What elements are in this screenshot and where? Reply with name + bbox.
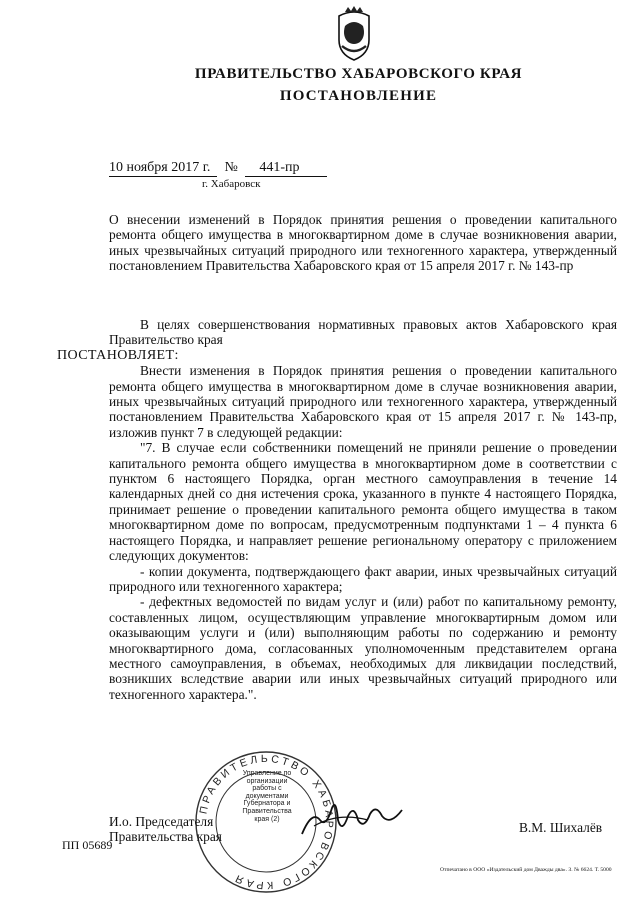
authority-title: ПРАВИТЕЛЬСТВО ХАБАРОВСКОГО КРАЯ <box>194 66 523 82</box>
stamp-ring-text: ПРАВИТЕЛЬСТВО ХАБАРОВСКОГО КРАЯ <box>197 752 336 892</box>
signatory-name: В.М. Шихалёв <box>519 820 603 835</box>
decree-word: ПОСТАНОВЛЯЕТ: <box>57 347 179 363</box>
registry-number: ПП 05689 <box>62 838 113 852</box>
city-label: г. Хабаровск <box>202 178 261 190</box>
signatory-position <box>109 814 222 844</box>
printer-imprint: Отпечатано в ООО «Издательский дом Дважды два». З. № 6624. Т. 5000 <box>440 867 612 873</box>
date-number-line <box>109 160 327 177</box>
coat-of-arms-emblem <box>333 6 375 62</box>
stamp-inner-text: Управление по организации работы с документами Губернатора и Правительства края (2) <box>242 770 292 823</box>
handwritten-signature <box>298 790 408 842</box>
body-paragraph-2: "7. В случае если собственники помещений не приняли решение о проведении капитального ремонта общего имущества в многоквартирном доме в соответствии с пунктом 6 настоящего Порядка, орган местного самоуправления в течение 14 календарных дней со дня истечения срока, указанного в пункте 4 настоящего Порядка, принимает решение о проведении капитального ремонта общего имущества в таком многоквартирном доме по вопросам, предусмотренным подпунктами 1 – 4 пункта 6 настоящего Порядка, и направляет решение региональному оператору с приложением следующих документов: <box>109 440 617 564</box>
body-paragraph-1: Внести изменения в Порядок принятия решения о проведении капитального ремонта общего имущества в многоквартирном доме в случае возникновения аварии, иных чрезвычайных ситуаций природного или техногенного характера, утвержденный постановлением Правительства Хабаровского края от 15 апреля 2017 г. № 143-пр, изложив пункт 7 в следующей редакции: <box>109 363 617 440</box>
decree-subject: О внесении изменений в Порядок принятия решения о проведении капитального ремонта общего имущества в многоквартирном доме в случае возникновения аварии, иных чрезвычайных ситуаций природного или техногенного характера, утвержденный постановлением Правительства Хабаровского края от 15 апреля 2017 г. № 143-пр <box>109 212 617 274</box>
signatory-position-line-2: Правительства края <box>109 829 222 844</box>
decree-number: 441-пр <box>245 160 327 177</box>
document-type-title: ПОСТАНОВЛЕНИЕ <box>279 88 438 104</box>
signatory-position-line-1: И.о. Председателя <box>109 814 214 829</box>
body-paragraph-3: - копии документа, подтверждающего факт аварии, иных чрезвычайных ситуаций природного или техногенного характера; <box>109 563 617 594</box>
body-paragraph-4: - дефектных ведомостей по видам услуг и (или) работ по капитальному ремонту, составленных лицом, осуществляющим управление многоквартирным домом или оказывающим услуги и (или) выполняющим работы по содержанию и ремонту многоквартирного дома, согласованных уполномоченным представителем органа местного самоуправления, в объемах, необходимых для ликвидации последствий, возникших вследствие аварии или иных чрезвычайных ситуаций природного или техногенного характера.". <box>109 594 617 702</box>
preamble-paragraph: В целях совершенствования нормативных правовых актов Хабаровского края Правительство края <box>109 317 617 348</box>
decree-body <box>57 317 617 702</box>
decree-date: 10 ноября 2017 г. <box>109 160 217 177</box>
number-label: № <box>224 160 238 175</box>
